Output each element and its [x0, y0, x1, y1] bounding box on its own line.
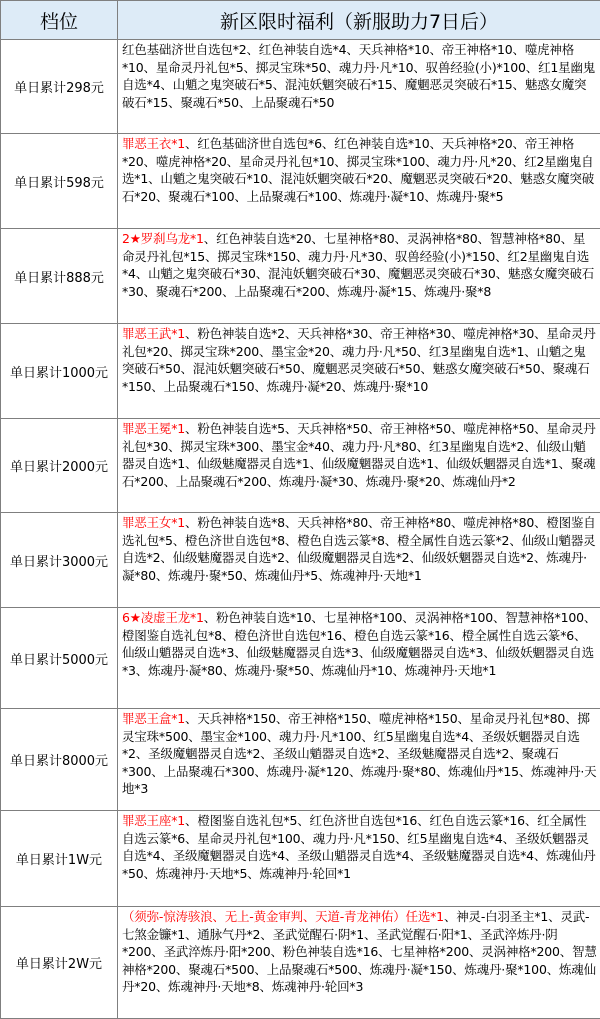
table-row — [1, 513, 600, 608]
highlight-reward: 罪恶王座*1 — [122, 813, 185, 828]
highlight-reward: 6★凌虚王龙*1 — [122, 610, 204, 625]
table-row — [1, 907, 600, 1019]
tier-cell: 单日累计1000元 — [1, 324, 118, 419]
reward-text: 、红色神装自选*20、七星神格*80、灵涡神格*80、智慧神格*80、星命灵丹礼包*15、掷灵宝珠*150、魂力丹·凡*30、驭兽经验(小)*150、红2星幽鬼自选*4、山魈之鬼突破石*30、混沌妖魍突破石*30、魔魍恶灵突破石*30、魅惑女魔突破石*30、聚魂石*200、上品聚魂石*200、炼魂丹·凝*15、炼魂丹·聚*8 — [122, 231, 594, 299]
reward-text: 、粉色神装自选*2、天兵神格*30、帝王神格*30、噬虎神格*30、星命灵丹礼包*20、掷灵宝珠*200、墨宝金*20、魂力丹·凡*50、红3星幽鬼自选*1、山魈之鬼突破石*50、混沌妖魍突破石*50、魔魍恶灵突破石*50、魅惑女魔突破石*50、聚魂石*150、上品聚魂石*150、炼魂丹·凝*20、炼魂丹·聚*10 — [122, 326, 596, 394]
tier-cell: 单日累计5000元 — [1, 608, 118, 709]
tier-cell: 单日累计2W元 — [1, 907, 118, 1019]
reward-column-header: 新区限时福利（新服助力7日后） — [118, 1, 600, 40]
highlight-reward: （须弥-惊涛骇浪、无上-黄金审判、天道-青龙神佑）任选*1 — [122, 909, 444, 924]
reward-cell — [118, 513, 600, 608]
table-row — [1, 811, 600, 907]
table-row — [1, 709, 600, 811]
reward-text: 红色基础济世自选包*2、红色神装自选*4、天兵神格*10、帝王神格*10、噬虎神格*10、星命灵丹礼包*5、掷灵宝珠*50、魂力丹·凡*10、驭兽经验(小)*100、红1星幽鬼自选*4、山魈之鬼突破石*5、混沌妖魍突破石*15、魔魍恶灵突破石*15、魅惑女魔突破石*15、聚魂石*50、上品聚魂石*50 — [122, 42, 595, 110]
highlight-reward: 罪恶王盒*1 — [122, 711, 185, 726]
table-row — [1, 229, 600, 324]
tier-cell: 单日累计888元 — [1, 229, 118, 324]
table-row — [1, 419, 600, 513]
reward-text: 、天兵神格*150、帝王神格*150、噬虎神格*150、星命灵丹礼包*80、掷灵宝珠*500、墨宝金*100、魂力丹·凡*100、红5星幽鬼自选*4、圣级妖魍器灵自选*2、圣级魔魍器灵自选*2、圣级山魈器灵自选*2、圣级魅魔器灵自选*2、聚魂石*300、上品聚魂石*300、炼魂丹·凝*120、炼魂丹·聚*80、炼魂仙丹*15、炼魂神丹·天地*3 — [122, 711, 596, 796]
reward-text: 、橙图鉴自选礼包*5、红色济世自选包*16、红色自选云篆*16、红全属性自选云篆*6、星命灵丹礼包*100、魂力丹·凡*150、红5星幽鬼自选*4、圣级妖魍器灵自选*4、圣级魔魍器灵自选*4、圣级山魈器灵自选*4、圣级魅魔器灵自选*4、炼魂仙丹*50、炼魂神丹·天地*5、炼魂神丹·轮回*1 — [122, 813, 595, 881]
highlight-reward: 2★罗刹乌龙*1 — [122, 231, 204, 246]
highlight-reward: 罪恶王冕*1 — [122, 421, 185, 436]
table-row — [1, 40, 600, 134]
table-row — [1, 324, 600, 419]
tier-cell: 单日累计3000元 — [1, 513, 118, 608]
tier-cell: 单日累计298元 — [1, 40, 118, 134]
reward-text: 、神灵-白羽圣主*1、灵武-七煞金镰*1、通脉气丹*2、圣武觉醒石·阴*1、圣武觉醒石·阳*1、圣武淬炼丹·阴*200、圣武淬炼丹·阳*200、粉色神装自选*16、七星神格*200、灵涡神格*200、智慧神格*200、聚魂石*500、上品聚魂石*500、炼魂丹·凝*150、炼魂丹·聚*100、炼魂仙丹*20、炼魂神丹·天地*8、炼魂神丹·轮回*3 — [122, 909, 597, 994]
tier-cell: 单日累计8000元 — [1, 709, 118, 811]
reward-cell — [118, 40, 600, 134]
reward-cell — [118, 811, 600, 907]
reward-cell — [118, 229, 600, 324]
reward-cell — [118, 134, 600, 229]
table-row — [1, 608, 600, 709]
reward-text: 、粉色神装自选*5、天兵神格*50、帝王神格*50、噬虎神格*50、星命灵丹礼包*30、掷灵宝珠*300、墨宝金*40、魂力丹·凡*80、红3星幽鬼自选*2、仙级山魈器灵自选*1、仙级魅魔器灵自选*1、仙级魔魍器灵自选*1、仙级妖魍器灵自选*1、聚魂石*200、上品聚魂石*200、炼魂丹·凝*30、炼魂丹·聚*20、炼魂仙丹*2 — [122, 421, 596, 489]
reward-text: 、粉色神装自选*10、七星神格*100、灵涡神格*100、智慧神格*100、橙图鉴自选礼包*8、橙色济世自选包*16、橙色自选云篆*16、橙全属性自选云篆*6、仙级山魈器灵自选*3、仙级魅魔器灵自选*3、仙级魔魍器灵自选*3、仙级妖魍器灵自选*3、炼魂丹·凝*80、炼魂丹·聚*50、炼魂仙丹*10、炼魂神丹·天地*1 — [122, 610, 596, 678]
reward-cell — [118, 907, 600, 1019]
reward-text: 、粉色神装自选*8、天兵神格*80、帝王神格*80、噬虎神格*80、橙图鉴自选礼包*5、橙色济世自选包*8、橙色自选云篆*8、橙全属性自选云篆*2、仙级山魈器灵自选*2、仙级魅魔器灵自选*2、仙级魔魍器灵自选*2、仙级妖魍器灵自选*2、炼魂丹·凝*80、炼魂丹·聚*50、炼魂仙丹*5、炼魂神丹·天地*1 — [122, 515, 596, 583]
reward-cell — [118, 419, 600, 513]
highlight-reward: 罪恶王衣*1 — [122, 136, 185, 151]
reward-cell — [118, 324, 600, 419]
highlight-reward: 罪恶王武*1 — [122, 326, 185, 341]
tier-cell: 单日累计2000元 — [1, 419, 118, 513]
reward-cell — [118, 709, 600, 811]
header-row — [1, 1, 600, 40]
tier-column-header: 档位 — [1, 1, 118, 40]
tier-cell: 单日累计1W元 — [1, 811, 118, 907]
table-row — [1, 134, 600, 229]
highlight-reward: 罪恶王女*1 — [122, 515, 185, 530]
reward-cell — [118, 608, 600, 709]
tier-cell: 单日累计598元 — [1, 134, 118, 229]
reward-text: 、红色基础济世自选包*6、红色神装自选*10、天兵神格*20、帝王神格*20、噬虎神格*20、星命灵丹礼包*10、掷灵宝珠*100、魂力丹·凡*20、红2星幽鬼自选*1、山魈之鬼突破石*10、混沌妖魍突破石*20、魔魍恶灵突破石*20、魅惑女魔突破石*20、聚魂石*100、上品聚魂石*100、炼魂丹·凝*10、炼魂丹·聚*5 — [122, 136, 594, 204]
